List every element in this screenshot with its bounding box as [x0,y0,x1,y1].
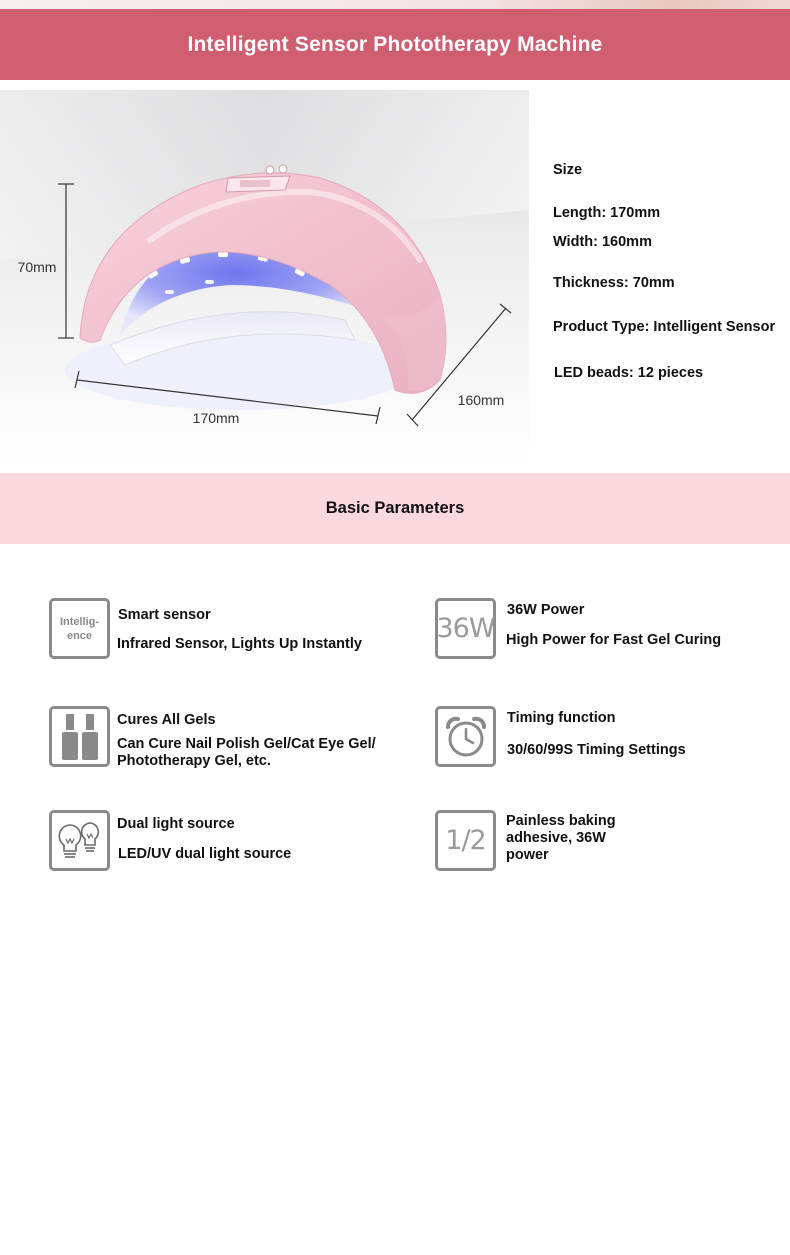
title-banner [0,9,790,80]
feature-title-cures-all-gels: Cures All Gels [117,712,216,728]
feature-desc-smart-sensor: Infrared Sensor, Lights Up Instantly [117,636,362,652]
feature-desc-36w-power: High Power for Fast Gel Curing [506,632,722,648]
sensor-icon [49,598,110,659]
feature-title-painless-baking: Painless baking adhesive, 36W power [506,813,616,863]
alarm-clock-graphic [444,715,488,759]
power-36w-icon [435,598,496,659]
sensor-icon-text: Intellig-ence [59,615,100,642]
spec-led-beads: LED beads: 12 pieces [554,365,704,381]
spec-width: Width: 160mm [553,234,652,250]
gel-bottles-icon [49,706,110,767]
feature-desc-timing-function: 30/60/99S Timing Settings [507,742,686,758]
alarm-clock-icon [435,706,496,767]
feature-desc-dual-light-source: LED/UV dual light source [118,846,292,862]
power-36w-icon-text: 36W [436,613,495,644]
feature-title-dual-light-source: Dual light source [117,816,235,832]
half-icon [435,810,496,871]
feature-title-36w-power: 36W Power [507,602,585,618]
dimension-width-label: 160mm [457,392,505,408]
feature-title-smart-sensor: Smart sensor [118,607,211,623]
feature-title-timing-function: Timing function [507,710,616,726]
dimension-length-label: 170mm [192,410,240,426]
nail-lamp-illustration [0,90,529,467]
page-title: Intelligent Sensor Phototherapy Machine [187,32,603,56]
half-icon-text: 1/2 [445,825,486,856]
basic-parameters-heading: Basic Parameters [325,499,465,517]
light-bulbs-icon [49,810,110,871]
spec-size-label: Size [553,162,583,178]
spec-product-type: Product Type: Intelligent Sensor [553,319,776,335]
dimension-height-label: 70mm [17,259,57,275]
spec-length: Length: 170mm [553,205,661,221]
gel-bottles-graphic [60,714,100,760]
product-photo [0,90,529,467]
light-bulbs-graphic [56,819,104,863]
feature-desc-cures-all-gels: Can Cure Nail Polish Gel/Cat Eye Gel/ Phototherapy Gel, etc. [117,736,376,769]
basic-parameters-band [0,473,790,544]
spec-thickness: Thickness: 70mm [553,275,675,291]
